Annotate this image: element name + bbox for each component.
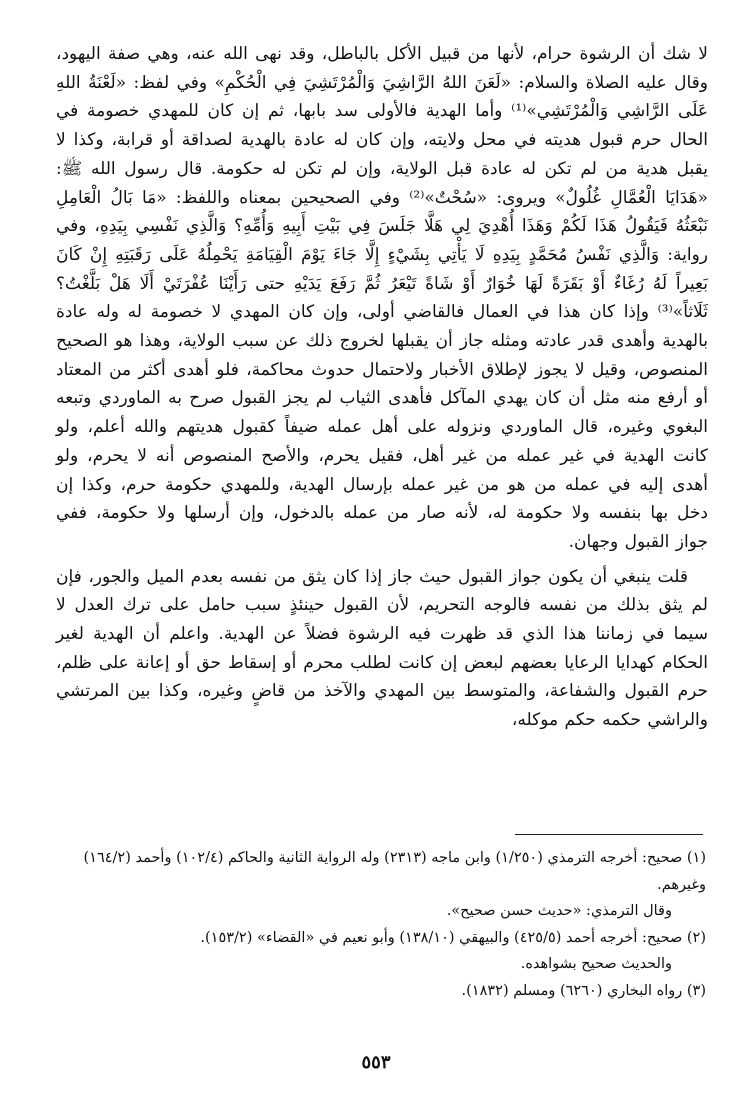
paragraph-1: لا شك أن الرشوة حرام، لأنها من قبيل الأكل بالباطل، وقد نهى الله عنه، وهي صفة اليهود، وقال عليه الصلاة والسلام: «لَعَنَ اللهُ الرَّاشِيَ وَالْمُرْتَشِيَ فِي الْحُكْمِ» وفي لفظ: «لَعْنَةُ اللهِ عَلَى الرَّاشِي وَالْمُرْتَشِي»⁽¹⁾ وأما الهدية فالأولى سد بابها، ثم إن كان للمهدي خصومة في الحال حرم قبول هديته في محل ولايته، وإن كان له عادة بالهدية لصداقة أو قرابة، وكذا لا يقبل هدية من لم تكن له عادة قبل الولاية، وإن لم تكن له حكومة. قال رسول الله ﷺ: «هَدَايَا الْعُمَّالِ غُلُولٌ» ويروى: «سُحْتٌ»⁽²⁾ وفي الصحيحين بمعناه واللفظ: «مَا بَالُ الْعَامِلِ نَبْعَثُهُ فَيَقُولُ هَذَا لَكُمْ وَهَذَا أُهْدِيَ لِي هَلَّا جَلَسَ فِي بَيْتِ أَبِيهِ وَأُمِّهِ؟ وَالَّذِي نَفْسِي بِيَدِهِ، وفي رواية: وَالَّذِي نَفْسُ مُحَمَّدٍ بِيَدِهِ لَا يَأْتِي بِشَيْءٍ إِلَّا جَاءَ يَوْمَ الْقِيَامَةِ يَحْمِلُهُ عَلَى رَقَبَتِهِ إِنْ كَانَ بَعِيراً لَهُ رُغَاءٌ أَوْ بَقَرَةً لَهَا خُوَارٌ أَوْ شَاةً تَيْعَرُ ثُمَّ رَفَعَ يَدَيْهِ حتى رَأَيْنَا عُفْرَتَيْ أَلَا هَلْ بَلَّغْتُ؟ ثَلَاثاً»⁽³⁾ وإذا كان هذا في العمال فالقاضي أولى، وإن كان المهدي لا خصومة له وله عادة بالهدية وأهدى قدر عادته ومثله جاز أن يقبلها لخروج ذلك عن سبب الولاية، وهذا هو الصحيح المنصوص، وقيل لا يجوز لإطلاق الأخبار ولاحتمال حدوث محاكمة، فلو أهدى أكثر من المعتاد أو أرفع منه مثل أن كان يهدي المآكل فأهدى الثياب لم يجز القبول صرح به الماوردي وتبعه البغوي وغيره، قال الماوردي ونزوله على أهل عمله ضيفاً كقبول هديتهم والله أعلم، ولو كانت الهدية في غير عمله من غير أهل، فقيل يحرم، والأصح المنصوص أنه لا يحرم، ولو أهدى إليه في عمله من هو من غير عمله بإرسال الهدية، وللمهدي حكومة حرم، وكذا إن دخل بها بنفسه ولا حكومة له، لأنه صار من عمله بالدخول، وإن أرسلها ولا حكومة، ففي جواز القبول وجهان. [56, 44, 708, 552]
footnote-separator [515, 834, 703, 835]
footnotes [56, 845, 706, 1004]
paragraph-2: قلت ينبغي أن يكون جواز القبول حيث جاز إذا كان يثق من نفسه بعدم الميل والجور، فإن لم يثق بذلك من نفسه فالوجه التحريم، لأن القبول حينئذٍ سبب حامل على ترك العدل لا سيما في زماننا هذا الذي قد ظهرت فيه الرشوة فضلاً عن الهدية. واعلم أن الهدية لغير الحكام كهدايا الرعايا بعضهم لبعض إن كانت لطلب محرم أو إسقاط حق أو إعانة على ظلم، حرم القبول والشفاعة، والمتوسط بين المهدي والآخذ من قاضٍ وغيره، وكذا بين المرتشي والراشي حكمه حكم موكله، [56, 566, 708, 731]
footnote-2: (٢) صحيح: أخرجه أحمد (٤٢٥/٥) والبيهقي (١٣٨/١٠) وأبو نعيم في «القضاء» (١٥٣/٢). [200, 929, 706, 946]
page-number: ٥٥٣ [361, 1052, 391, 1073]
footnote-1-note: وقال الترمذي: «حديث حسن صحيح». [446, 903, 672, 919]
footnote-1: (١) صحيح: أخرجه الترمذي (١/٢٥٠) وابن ماجه (٢٣١٣) وله الرواية الثانية والحاكم (١٠٢/٤) وأحمد (١٦٤/٢) وغيرهم. [83, 850, 706, 893]
main-text-body [56, 40, 708, 735]
footnote-3: (٣) رواه البخاري (٦٢٦٠) ومسلم (١٨٣٢). [461, 982, 706, 999]
footnote-2-note: والحديث صحيح بشواهده. [520, 956, 672, 972]
